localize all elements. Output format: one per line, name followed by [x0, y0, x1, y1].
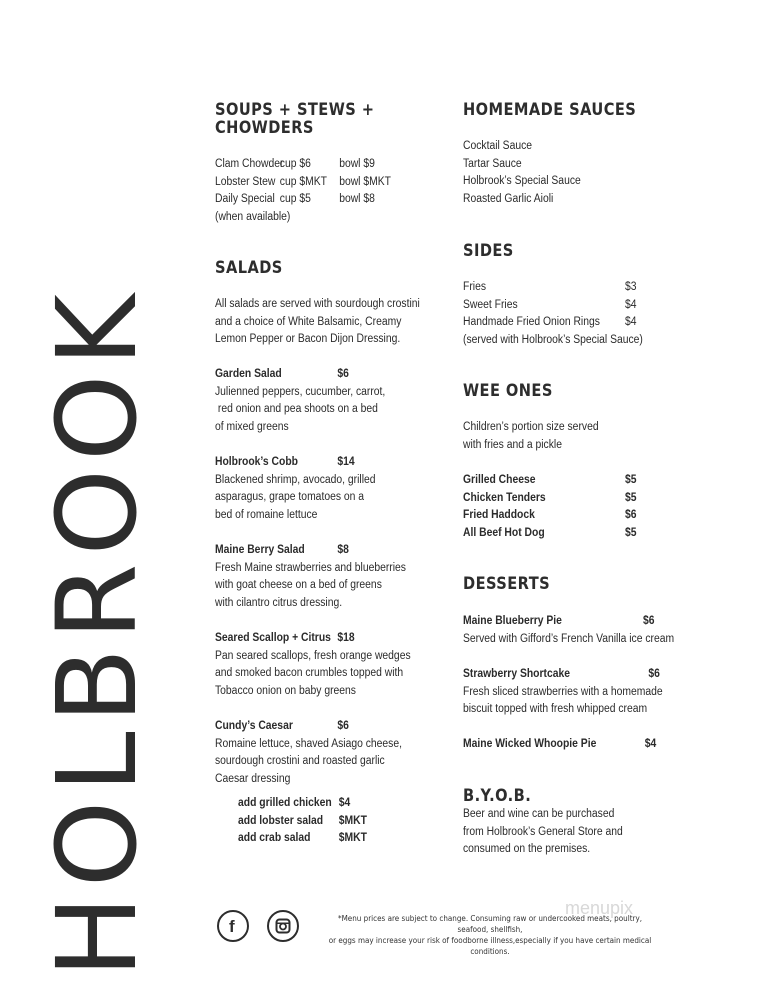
instagram-icon[interactable]	[267, 910, 299, 942]
salad-item: Maine Berry Salad $8 Fresh Maine strawberries and blueberries with goat cheese on a bed of greens with cilantro citrus dressing.	[215, 544, 406, 610]
disclaimer: *Menu prices are subject to change. Consuming raw or undercooked meats, poultry, seafood, shellfish, or eggs may increase your risk of foodborne illness,especially if you have certain medical conditions.	[328, 914, 652, 956]
watermark: menupix	[565, 898, 634, 918]
byob-text: Beer and wine can be purchased from Holbrook’s General Store and consumed on the premises.	[463, 808, 623, 856]
svg-text:f: f	[229, 917, 235, 935]
brand-wordmark: HOLBROOK	[33, 286, 161, 978]
dessert-item: Strawberry Shortcake $6 Fresh sliced strawberries with a homemade biscuit topped with fresh whipped cream	[463, 668, 663, 716]
salads-heading: SALADS	[215, 258, 283, 278]
sides-list: Fries $3 Sweet Fries $4 Handmade Fried Onion Rings $4 (served with Holbrook’s Special Sauce)	[463, 281, 643, 347]
salad-item: Holbrook’s Cobb $14 Blackened shrimp, avocado, grilled asparagus, grape tomatoes on a bed of romaine lettuce	[215, 456, 376, 522]
facebook-icon[interactable]	[217, 910, 249, 942]
soups-heading-line1: SOUPS + STEWS +	[215, 100, 375, 120]
soup-row: Daily Special cup $5 bowl $8	[215, 193, 375, 206]
salad-item: Cundy’s Caesar $6 Romaine lettuce, shaved Asiago cheese, sourdough crostini and roasted garlic Caesar dressing	[215, 720, 403, 786]
salad-item: Garden Salad $6 Julienned peppers, cucumber, carrot, red onion and pea shoots on a bed of mixed greens	[215, 368, 386, 434]
sauces-heading: HOMEMADE SAUCES	[463, 100, 637, 120]
wee-ones-heading: WEE ONES	[463, 381, 553, 401]
soup-row: Clam Chowder cup $6 bowl $9	[215, 158, 375, 170]
wee-ones-intro: Children’s portion size served with fries and a pickle	[463, 421, 599, 451]
salad-addons: add grilled chicken $4 add lobster salad $MKT add crab salad $MKT	[238, 797, 367, 845]
byob-heading: B.Y.O.B.	[463, 786, 532, 806]
sauces-list: Cocktail Sauce Tartar Sauce Holbrook’s Special Sauce Roasted Garlic Aioli	[463, 140, 581, 206]
soups-heading-line2: CHOWDERS	[215, 118, 314, 138]
sides-heading: SIDES	[463, 241, 514, 261]
soups-list	[215, 156, 411, 227]
wee-ones-list: Grilled Cheese $5 Chicken Tenders $5 Fried Haddock $6 All Beef Hot Dog $5	[463, 474, 637, 540]
salad-item: Seared Scallop + Citrus $18 Pan seared scallops, fresh orange wedges and smoked bacon crumbles topped with Tobacco onion on baby greens	[215, 632, 411, 698]
dessert-item: Maine Wicked Whoopie Pie $4	[463, 738, 657, 750]
salads-intro: All salads are served with sourdough crostini and a choice of White Balsamic, Creamy Lemon Pepper or Bacon Dijon Dressing.	[215, 298, 420, 346]
soup-row: Lobster Stew cup $MKT bowl $MKT	[215, 175, 391, 188]
desserts-heading: DESSERTS	[463, 574, 551, 594]
soups-note: (when available)	[215, 211, 291, 224]
dessert-item: Maine Blueberry Pie $6 Served with Gifford’s French Vanilla ice cream	[463, 615, 675, 645]
